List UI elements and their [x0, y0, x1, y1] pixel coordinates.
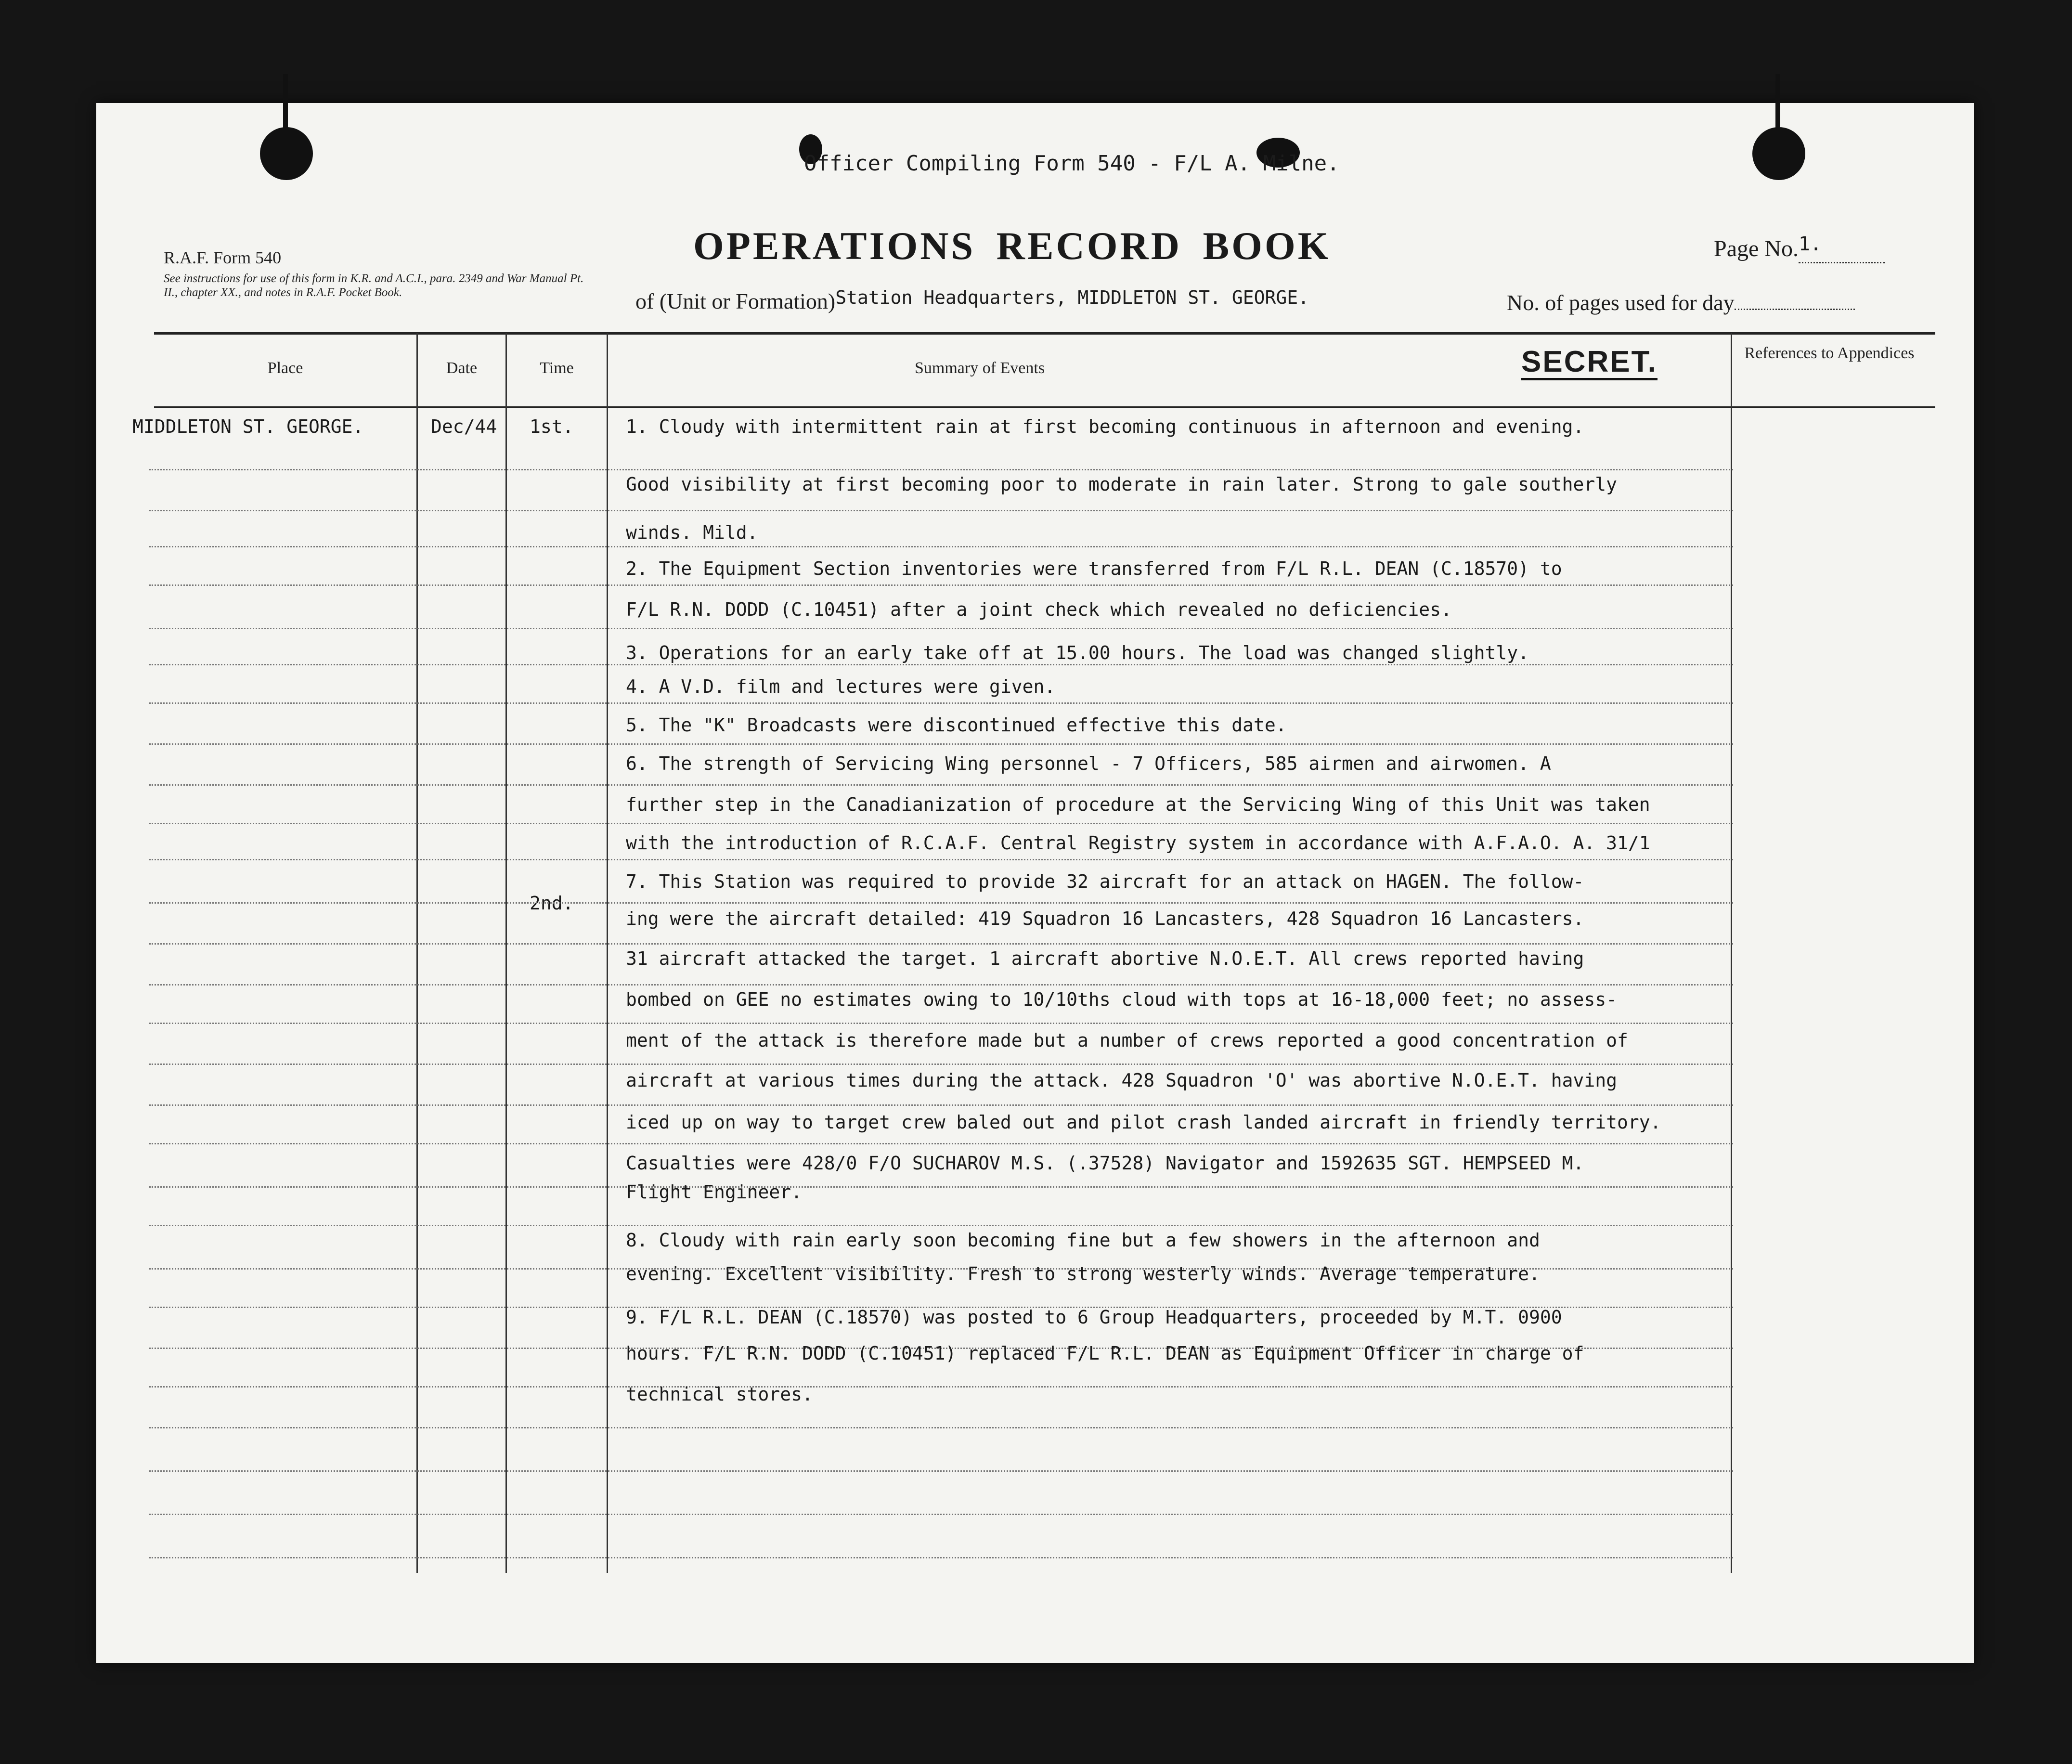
- col-header-place: Place: [267, 359, 303, 377]
- summary-line: ing were the aircraft detailed: 419 Squadron 16 Lancasters, 428 Squadron 16 Lancasters.: [626, 908, 1584, 929]
- summary-line: winds. Mild.: [626, 522, 758, 543]
- ruled-line: [149, 1514, 1733, 1515]
- column-header-rule: [154, 406, 1935, 408]
- summary-line: ment of the attack is therefore made but a number of crews reported a good concentration of: [626, 1030, 1628, 1051]
- ruled-line: [149, 902, 1733, 904]
- ruled-line: [149, 1143, 1733, 1144]
- ruled-line: [149, 784, 1733, 786]
- punch-hole-right: [1752, 127, 1805, 180]
- ruled-line: [149, 1557, 1733, 1558]
- unit-field: [635, 288, 1309, 314]
- pages-used-field: [1507, 290, 1855, 315]
- secret-stamp: SECRET.: [1521, 346, 1658, 380]
- ruled-line: [149, 469, 1733, 470]
- summary-line: 31 aircraft attacked the target. 1 aircraft abortive N.O.E.T. All crews reported having: [626, 948, 1584, 969]
- summary-line: 6. The strength of Servicing Wing personnel - 7 Officers, 585 airmen and airwomen. A: [626, 753, 1551, 774]
- page-title: OPERATIONS RECORD BOOK: [693, 224, 1331, 268]
- summary-line: 5. The "K" Broadcasts were discontinued effective this date.: [626, 714, 1287, 736]
- form-number: R.A.F. Form 540: [164, 248, 282, 267]
- unit-value: Station Headquarters, MIDDLETON ST. GEORGE.: [835, 287, 1309, 308]
- entry-date: Dec/44: [431, 416, 497, 437]
- unit-label: of (Unit or Formation): [635, 289, 836, 313]
- col-header-references: References to Appendices: [1744, 344, 1915, 362]
- summary-line: 1. Cloudy with intermittent rain at first becoming continuous in afternoon and evening.: [626, 416, 1584, 437]
- form-note: [164, 247, 597, 299]
- summary-line: technical stores.: [626, 1384, 813, 1405]
- officer-compiling: Officer Compiling Form 540 - F/L A. Milne.: [804, 151, 1340, 176]
- ruled-line: [149, 823, 1733, 824]
- col-header-time: Time: [540, 359, 574, 377]
- summary-line: Good visibility at first becoming poor to moderate in rain later. Strong to gale southerly: [626, 474, 1618, 495]
- page-number-value: 1.: [1798, 233, 1822, 255]
- summary-line: iced up on way to target crew baled out and pilot crash landed aircraft in friendly territory.: [626, 1112, 1661, 1133]
- col-header-summary: Summary of Events: [915, 359, 1045, 377]
- summary-line: hours. F/L R.N. DODD (C.10451) replaced F/L R.L. DEAN as Equipment Officer in charge of: [626, 1343, 1584, 1364]
- ruled-line: [149, 859, 1733, 860]
- ruled-line: [149, 1225, 1733, 1226]
- ruled-line: [149, 1427, 1733, 1428]
- pages-used-label: No. of pages used for day: [1507, 290, 1735, 315]
- summary-line: 4. A V.D. film and lectures were given.: [626, 676, 1056, 697]
- ruled-line: [149, 984, 1733, 986]
- summary-line: F/L R.N. DODD (C.10451) after a joint check which revealed no deficiencies.: [626, 599, 1452, 620]
- header-rule: [154, 332, 1935, 335]
- ruled-line: [149, 510, 1733, 511]
- entry-time-2nd: 2nd.: [530, 893, 574, 914]
- page-number-label: Page No.: [1714, 236, 1799, 261]
- ruled-line: [149, 1470, 1733, 1472]
- ruled-line: [149, 1386, 1733, 1388]
- summary-line: 8. Cloudy with rain early soon becoming fine but a few showers in the afternoon and: [626, 1230, 1540, 1251]
- ruled-line: [149, 664, 1733, 665]
- summary-line: 9. F/L R.L. DEAN (C.18570) was posted to 6 Group Headquarters, proceeded by M.T. 0900: [626, 1307, 1562, 1328]
- summary-line: 2. The Equipment Section inventories were transferred from F/L R.L. DEAN (C.18570) to: [626, 558, 1562, 579]
- ruled-line: [149, 1186, 1733, 1188]
- entry-place: MIDDLETON ST. GEORGE.: [132, 416, 364, 437]
- ruled-line: [149, 1023, 1733, 1024]
- summary-line: bombed on GEE no estimates owing to 10/10ths cloud with tops at 16-18,000 feet; no assess-: [626, 989, 1618, 1010]
- punch-hole-left: [260, 127, 313, 180]
- page-number: [1714, 235, 1885, 263]
- ruled-line: [149, 546, 1733, 547]
- entry-time-1st: 1st.: [530, 416, 574, 437]
- col-header-date: Date: [446, 359, 478, 377]
- summary-line: 3. Operations for an early take off at 15.00 hours. The load was changed slightly.: [626, 642, 1529, 663]
- summary-line: aircraft at various times during the attack. 428 Squadron 'O' was abortive N.O.E.T. having: [626, 1070, 1618, 1091]
- summary-line: further step in the Canadianization of procedure at the Servicing Wing of this Unit was taken: [626, 794, 1650, 815]
- ruled-line: [149, 584, 1733, 586]
- summary-line: 7. This Station was required to provide 32 aircraft for an attack on HAGEN. The follow-: [626, 871, 1584, 892]
- summary-line: evening. Excellent visibility. Fresh to strong westerly winds. Average temperature.: [626, 1263, 1540, 1284]
- ruled-line: [149, 702, 1733, 704]
- ruled-line: [149, 628, 1733, 629]
- form-540-page: [96, 103, 1974, 1663]
- summary-line: with the introduction of R.C.A.F. Central Registry system in accordance with A.F.A.O. A. 31/1: [626, 832, 1650, 854]
- ruled-line: [149, 1064, 1733, 1065]
- form-instructions: See instructions for use of this form in K.R. and A.C.I., para. 2349 and War Manual Pt. II., chapter XX., and notes in R.A.F. Pocket Book.: [164, 272, 584, 299]
- ruled-line: [149, 1104, 1733, 1106]
- ruled-line: [149, 943, 1733, 945]
- summary-line: Flight Engineer.: [626, 1181, 803, 1203]
- summary-line: Casualties were 428/0 F/O SUCHAROV M.S. (.37528) Navigator and 1592635 SGT. HEMPSEED M.: [626, 1153, 1584, 1174]
- ruled-line: [149, 743, 1733, 745]
